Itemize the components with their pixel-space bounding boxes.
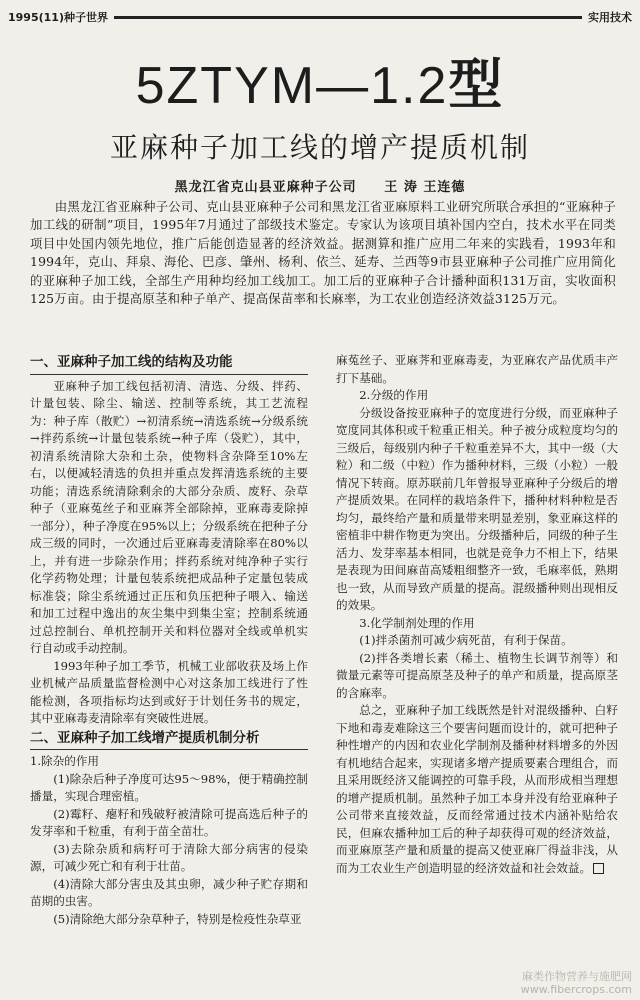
paragraph: 1993年种子加工季节，机械工业部收获及场上作业机械产品质量监督检测中心对这条加工线进行了性能检测，各项指标均达到或好于计划任务书的规定，其中亚麻毒麦清除率有突破性进展。 <box>30 658 308 725</box>
watermark-title: 麻类作物营养与施肥网 <box>522 970 632 983</box>
affiliation: 黑龙江省克山县亚麻种子公司 <box>174 180 357 195</box>
paragraph: (1)除杂后种子净度可达95～98%，便于精确控制播量，实现合理密植。 <box>30 771 308 803</box>
paragraph: 1.除杂的作用 <box>30 754 100 768</box>
paragraph: 亚麻种子加工线包括初清、清选、分级、拌药、计量包装、除尘、输送、控制等系统，其工艺流程为：种子库（散贮）→初清系统→清选系统→分级系统→拌药系统→计量包装系统→种子库（袋贮），其中，初清系统清除大杂和土杂，使物料含杂降至10%左右，以便减轻清选的负担并重点发挥清选系统的主要功能；清选系统清除剩余的大部分杂质、废籽、杂草种子（亚麻菟丝子和亚麻荠全部除掉，亚麻毒麦除掉一部分），种子净度在95%以上；分级系统在把种子分成三级的同时，一次通过后亚麻毒麦清除率在80%以上，并有进一步除杂作用；拌药系统对纯净种子实行化学药物处理；计量包装系统把成品种子定量包装成标准袋；除尘系统通过正压和负压把种子喂入、输送和加工过程中逸出的灰尘集中到集尘室；控制系统通过总控制台、单机控制开关和料位器对全线或单机实行自动或手动控制。 <box>30 378 308 655</box>
paragraph: 2.分级的作用 <box>359 388 429 402</box>
paragraph: (1)拌杀菌剂可减少病死苗，有利于保苗。 <box>359 633 573 647</box>
header-rule <box>114 16 582 19</box>
watermark-url: www.fibercrops.com <box>520 983 632 996</box>
section-heading: 二、亚麻种子加工线增产提质机制分析 <box>30 730 308 751</box>
paragraph: (2)霉籽、瘪籽和残破籽被清除可提高选后种子的发芽率和千粒重，有利于苗全苗壮。 <box>30 806 308 838</box>
paragraph: (3)去除杂质和病籽可于清除大部分病害的侵染源，可减少死亡和有利于壮苗。 <box>30 841 308 873</box>
journal-issue: 1995(11)种子世界 <box>8 11 108 24</box>
left-column <box>30 352 308 928</box>
section-heading: 一、亚麻种子加工线的结构及功能 <box>30 354 308 375</box>
paragraph: 3.化学制剂处理的作用 <box>359 615 475 630</box>
paragraph: 麻菟丝子、亚麻荠和亚麻毒麦，为亚麻农产品优质丰产打下基础。 <box>336 353 618 385</box>
paragraph: (5)清除绝大部分杂草种子，特别是检疫性杂草亚 <box>53 911 302 926</box>
abstract: 由黑龙江省亚麻种子公司、克山县亚麻种子公司和黑龙江省亚麻原料工业研究所联合承担的“亚麻种子加工线的研制”项目，1995年7月通过了部级技术鉴定。专家认为该项目填补国内空白，技术水平在同类项目中处国内领先地位，推广后能创造显著的经济效益。据测算和推广应用二年来的实践看，1993年和1994年，克山、拜泉、海伦、巴彦、肇州、杨利、依兰、延寿、兰西等9市县亚麻种子公司推广应用简化的亚麻种子加工线，全部生产用种均经加工线加工。加工后的亚麻种子合计播种面积131万亩，实收面积125万亩。由于提高原茎和种子单产、提高保苗率和长麻率，为工农业创造经济效益3125万元。 <box>30 199 616 307</box>
model-number: 5ZTYM—1.2 <box>135 57 449 115</box>
paragraph: (2)拌各类增长素（稀土、植物生长调节剂等）和微量元素等可提高原茎及种子的单产和质量，提高原茎的含麻率。 <box>336 650 618 700</box>
authors: 王 涛 王连德 <box>384 180 466 195</box>
section-label: 实用技术 <box>588 11 632 24</box>
byline <box>0 176 640 195</box>
running-header <box>8 6 632 28</box>
article-subtitle: 亚麻种子加工线的增产提质机制 <box>109 131 530 164</box>
watermark <box>521 970 632 996</box>
paragraph: (4)清除大部分害虫及其虫卵，减少种子贮存期和苗期的虫害。 <box>30 876 308 908</box>
paragraph: 分级设备按亚麻种子的宽度进行分级，而亚麻种子宽度同其体积或千粒重正相关。种子被分成粒度均匀的三级后，每级别内种子千粒重差异不大，其中一级（大粒）和二级（中粒）作为播种材料，三级（小粒）一般情况下转商。原苏联前几年曾报导亚麻种子分级后的增产提质效果。在同样的栽培条件下，播种材料种粒是否均匀，最终给产量和质量带来明显差别，象亚麻这样的密植非中耕作物更为突出。分级播种后，同级的种子生活力、发芽率基本相同，也就是竞争力不相上下，结果是表现为田间麻苗高矮粗细整齐一致，毛麻率低，熟期也一致，从而导致产质量的提高。混级播种则出现相反的效果。 <box>336 405 618 612</box>
end-mark-icon <box>593 863 604 874</box>
right-column <box>336 352 618 877</box>
article-title <box>0 54 640 116</box>
paragraph: 总之，亚麻种子加工线既然是针对混级播种、白籽下地和毒麦难除这三个要害问题而设计的，就可把种子种性增产的内因和农业化学制剂及播种材料增多的外因有机地结合起来，实现诸多增产提质要素合理组合，而且采用既经济又能调控的可靠手段，从而形成相当理想的增产提质机制。虽然种子加工本身并没有给亚麻种子公司带来直接效益，反而经常通过技术内涵补贴给农民，但麻农播种加工后的种子却获得可观的经济效益，而亚麻原茎产量和质量的提高又使亚麻厂得益非浅，从而为工农业生产创造明显的经济效益和社会效益。 <box>336 703 618 875</box>
model-type-char: 型 <box>448 52 505 116</box>
